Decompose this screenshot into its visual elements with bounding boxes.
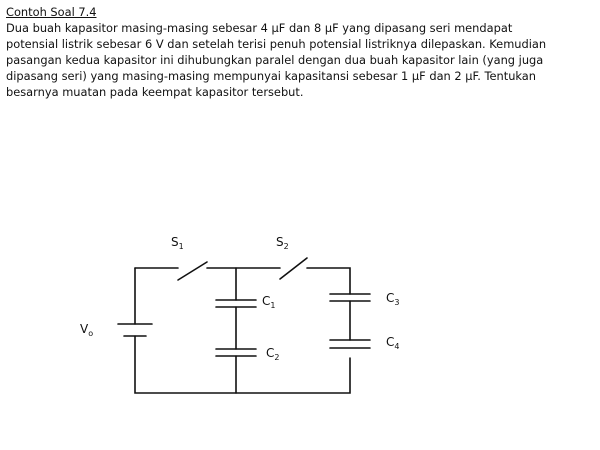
capacitor-c2-label: $C_2$ — [266, 346, 280, 362]
switch-s1-label: $S_1$ — [171, 235, 184, 251]
switch-s1-blade — [178, 262, 207, 280]
problem-line: dipasang seri) yang masing-masing mempunyai kapasitansi sebesar 1 μF dan 2 μF. Tentukan — [6, 69, 537, 83]
problem-line: potensial listrik sebesar 6 V dan setelah terisi penuh potensial listriknya dilepaskan. Kemudian — [6, 37, 547, 51]
source-vo-label: $V_o$ — [80, 322, 94, 338]
capacitor-c4-label: $C_4$ — [386, 335, 400, 351]
capacitor-c1-label: $C_1$ — [262, 294, 276, 310]
switch-s2-label: $S_2$ — [276, 235, 289, 251]
capacitor-c3-label: $C_3$ — [386, 291, 400, 307]
problem-line: pasangan kedua kapasitor ini dihubungkan paralel dengan dua buah kapasitor lain (yang juga — [6, 53, 544, 67]
example-title: Contoh Soal 7.4 — [6, 5, 97, 19]
wire-top-right — [307, 268, 350, 294]
wire-left — [135, 268, 350, 393]
switch-s2-blade — [280, 258, 307, 279]
problem-line: Dua buah kapasitor masing-masing sebesar 4 μF dan 8 μF yang dipasang seri mendapat — [6, 21, 513, 35]
problem-line: besarnya muatan pada keempat kapasitor tersebut. — [6, 85, 304, 99]
